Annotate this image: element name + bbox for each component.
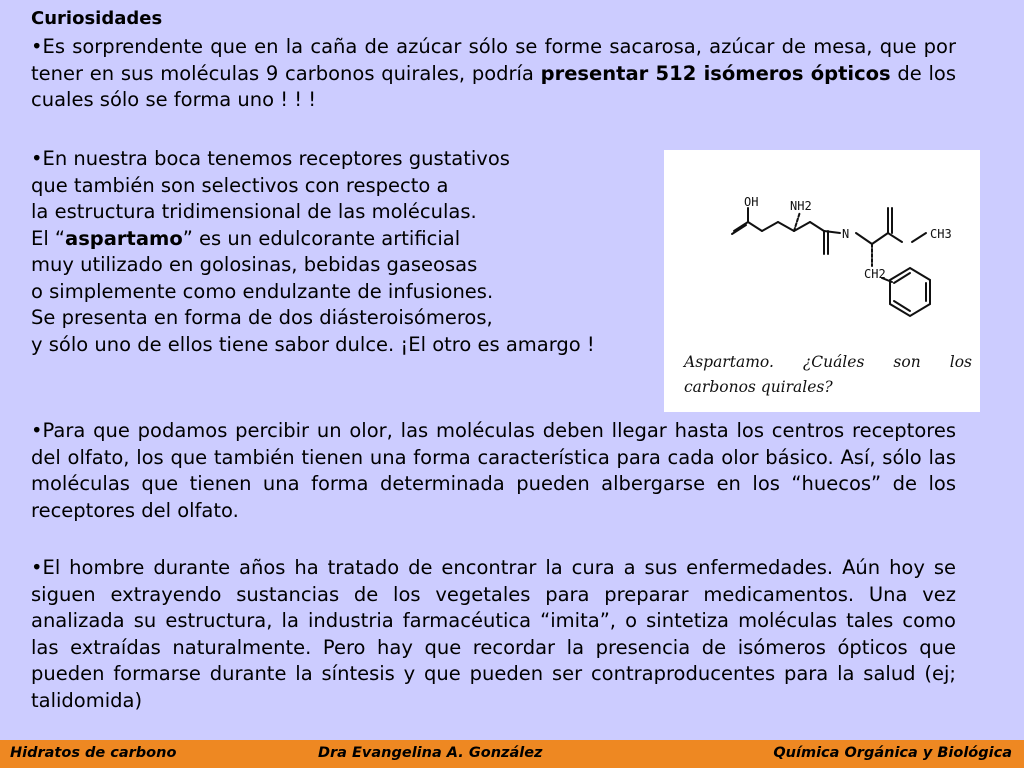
p2-line-aspartamo (31, 226, 671, 253)
p2-line: Se presenta en forma de dos diásteroisómeros, (31, 306, 493, 329)
label-nh2: NH2 (790, 199, 812, 213)
label-ch2: CH2 (864, 267, 886, 281)
paragraph-olfato: •Para que podamos percibir un olor, las moléculas deben llegar hasta los centros receptores del olfato, los que también tienen una forma característica para cada olor básico. Así, sólo las moléculas que tienen una forma determinada pueden albergarse en los “huecos” de los receptores del olfato. (31, 419, 956, 522)
aspartame-structure-figure (664, 150, 980, 412)
p2-line: o simplemente como endulzante de infusiones. (31, 279, 494, 303)
p2-line: muy utilizado en golosinas, bebidas gaseosas (31, 253, 478, 276)
footer-center: Dra Evangelina A. González (318, 745, 543, 761)
label-n: N (842, 227, 850, 241)
footer-right: Química Orgánica y Biológica (773, 745, 1012, 761)
p1-text-a: •Es sorprendente que en la caña de azúcar sólo se forme sacarosa, azúcar de mesa, que por tener en sus moléculas 9 carbonos quirales, podría (31, 35, 956, 85)
footer-bar (0, 740, 1024, 768)
paragraph-medicamentos: •El hombre durante años ha tratado de encontrar la cura a sus enfermedades. Aún hoy se siguen extrayendo sustancias de los vegetales para preparar medicamentos. Una vez analizada su estructura, la industria farmacéutica “imita”, o sintetiza moléculas tales como las extraídas naturalmente. Pero hay que recordar la presencia de isómeros ópticos que pueden formarse durante la síntesis y que pueden ser contraproducentes para la salud (ej; talidomida) (31, 556, 956, 712)
p2-line: la estructura tridimensional de las moléculas. (31, 200, 477, 223)
footer-left: Hidratos de carbono (10, 745, 177, 761)
p1-text-c: de los cuales sólo se forma uno ! ! ! (31, 61, 957, 111)
paragraph-sacarosa (31, 34, 956, 114)
p2-line: y sólo uno de ellos tiene sabor dulce. ¡El otro es amargo ! (31, 332, 595, 356)
p2-l4-c: ” es un edulcorante artificial (182, 226, 461, 250)
p2-line: que también son selectivos con respecto a (31, 173, 449, 197)
figure-caption (684, 350, 972, 400)
label-oh: OH (744, 195, 759, 209)
label-ch3: CH3 (930, 227, 952, 241)
p1-bold: presentar 512 isómeros ópticos (540, 61, 891, 85)
aspartame-molecule-diagram (664, 150, 980, 350)
p2-line: •En nuestra boca tenemos receptores gustativos (31, 147, 510, 170)
p2-l4-bold: aspartamo (65, 226, 183, 250)
caption-line-2: carbonos quirales? (684, 378, 833, 396)
slide-title: Curiosidades (31, 8, 163, 29)
p2-l4-a: El “ (31, 226, 66, 250)
caption-line-1: Aspartamo. ¿Cuáles son los (684, 353, 972, 371)
paragraph-aspartamo (31, 146, 671, 358)
